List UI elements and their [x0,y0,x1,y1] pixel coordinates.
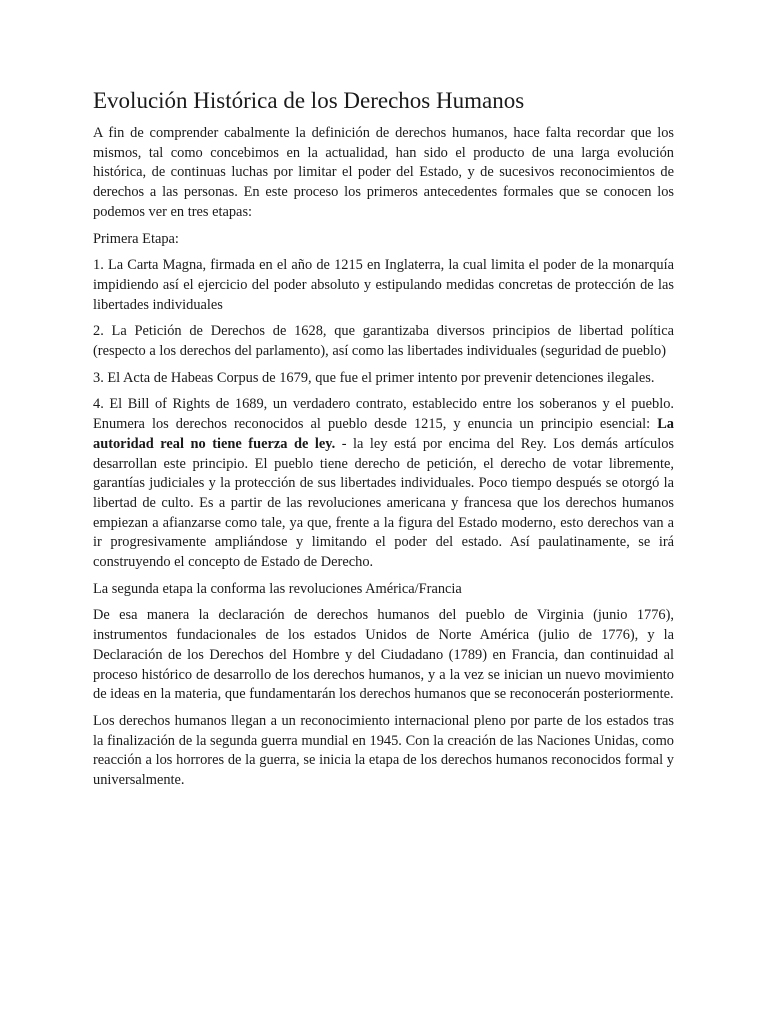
item-habeas-corpus: 3. El Acta de Habeas Corpus de 1679, que fue el primer intento por prevenir detenciones ilegales. [93,369,655,386]
item-peticion-derechos: 2. La Petición de Derechos de 1628, que garantizaba diversos principios de libertad política (respecto a los derechos del parlamento), así como las libertades individuales (seguridad de pueblo) [93,323,674,360]
closing-paragraph: Los derechos humanos llegan a un reconocimiento internacional pleno por parte de los estados tras la finalización de la segunda guerra mundial en 1945. Con la creación de las Naciones Unidas, como reacción a los horrores de la guerra, se inicia la etapa de los derechos humanos reconocidos formal y universalmente. [93,712,674,789]
document-title: Evolución Histórica de los Derechos Humanos [93,88,525,113]
first-stage-heading: Primera Etapa: [93,230,179,247]
second-stage-paragraph: De esa manera la declaración de derechos humanos del pueblo de Virginia (junio 1776), instrumentos fundacionales de los estados Unidos de Norte América (julio de 1776), y la Declaración de los Derechos del Hombre y del Ciudadano (1789) en Francia, dan continuidad al proceso histórico de desarrollo de los derechos humanos, y a la vez se inician un nuevo movimiento de ideas en la materia, que fundamentarán los derechos humanos que se reconocerán posteriormente. [93,607,674,703]
item-carta-magna: 1. La Carta Magna, firmada en el año de 1215 en Inglaterra, la cual limita el poder de la monarquía impidiendo así el ejercicio del poder absoluto y estipulando medidas concretas de protección de las libertades individuales [93,257,674,313]
intro-paragraph: A fin de comprender cabalmente la definición de derechos humanos, hace falta recordar que los mismos, tal como concebimos en la actualidad, han sido el producto de una larga evolución histórica, de continuas luchas por limitar el poder del Estado, y de sucesivos reconocimientos de derechos a las personas. En este proceso los primeros antecedentes formales que se conocen los podemos ver en tres etapas: [93,125,674,220]
document-page [93,86,674,798]
item-bill-of-rights-text-end: - la ley está por encima del Rey. Los demás artículos desarrollan este principio. El pueblo tiene derecho de petición, el derecho de votar libremente, garantías judiciales y la protección de sus libertades individuales. Poco tiempo después se otorgó la libertad de culto. Es a partir de las revoluciones americana y francesa que los derechos humanos empiezan a afianzarse como tale, ya que, frente a la figura del Estado moderno, esto derechos van a ir progresivamente ampliándose y limitando el poder del estado. Así paulatinamente, se irá construyendo el concepto de Estado de Derecho. [93,435,675,571]
second-stage-heading: La segunda etapa la conforma las revoluciones América/Francia [93,580,462,597]
item-bill-of-rights-bold-principle: La autoridad real no tiene fuerza de ley. [93,416,674,452]
item-bill-of-rights [93,395,674,572]
item-bill-of-rights-text-start: 4. El Bill of Rights de 1689, un verdadero contrato, establecido entre los soberanos y el pueblo. Enumera los derechos reconocidos al pueblo desde 1215, y enuncia un principio esencial: [93,396,674,433]
